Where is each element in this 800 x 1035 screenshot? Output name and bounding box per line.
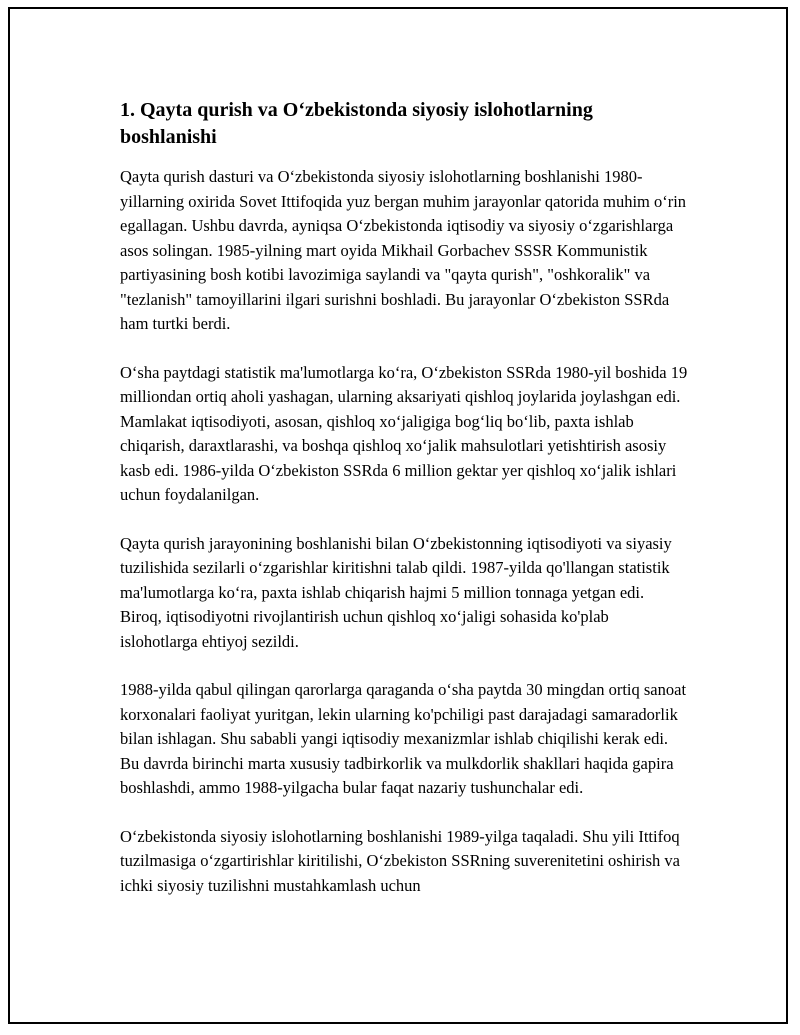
paragraph-3: Qayta qurish jarayonining boshlanishi bilan O‘zbekistonning iqtisodiyoti va siyasiy tuzilishida sezilarli o‘zgarishlar kiritishni talab qildi. 1987-yilda qo'llangan statistik ma'lumotlarga ko‘ra, paxta ishlab chiqarish hajmi 5 million tonnaga yetgan edi. Biroq, iqtisodiyotni rivojlantirish uchun qishloq xo‘jaligi sohasida ko'plab islohotlarga ehtiyoj sezildi.: [120, 533, 672, 651]
paragraph-4: 1988-yilda qabul qilingan qarorlarga qaraganda o‘sha paytda 30 mingdan ortiq sanoat korxonalari faoliyat yuritgan, lekin ularning ko'pchiligi past darajadagi samaradorlik bilan ishlagan. Shu sababli yangi iqtisodiy mexanizmlar ishlab chiqilishi kerak edi. Bu davrda birinchi marta xususiy tadbirkorlik va mulkdorlik shakllari haqida gapira boshlashdi, ammo 1988-yilgacha bular faqat nazariy tushunchalar edi.: [120, 680, 687, 797]
section-heading: 1. Qayta qurish va O‘zbekistonda siyosiy islohotlarning boshlanishi: [120, 99, 593, 148]
paragraph-1: Qayta qurish dasturi va O‘zbekistonda siyosiy islohotlarning boshlanishi 1980-yillarning oxirida Sovet Ittifoqida yuz bergan muhim jarayonlar qatorida muhim o‘rin egallagan. Ushbu davrda, ayniqsa O‘zbekistonda iqtisodiy va siyosiy o‘zgarishlarga asos solingan. 1985-yilning mart oyida Mikhail Gorbachev SSSR Kommunistik partiyasining bosh kotibi lavozimiga saylandi va "qayta qurish", "oshkoralik" va "tezlanish" tamoyillarini ilgari surishni boshladi. Bu jarayonlar O‘zbekiston SSRda ham turtki berdi.: [120, 167, 687, 333]
document-body: [120, 97, 688, 922]
page-frame: [8, 7, 788, 1024]
paragraph-2: O‘sha paytdagi statistik ma'lumotlarga ko‘ra, O‘zbekiston SSRda 1980-yil boshida 19 milliondan ortiq aholi yashagan, ularning aksariyati qishloq joylarida joylashgan edi. Mamlakat iqtisodiyoti, asosan, qishloq xo‘jaligiga bog‘liq bo‘lib, paxta ishlab chiqarish, daraxtlarashi, va boshqa qishloq xo‘jalik mahsulotlari yetishtirish asosiy kasb edi. 1986-yilda O‘zbekiston SSRda 6 million gektar yer qishloq xo‘jalik ishlari uchun foydalanilgan.: [120, 362, 688, 504]
paragraph-5: O‘zbekistonda siyosiy islohotlarning boshlanishi 1989-yilga taqaladi. Shu yili Ittifoq tuzilmasiga o‘zgartirishlar kiritilishi, O‘zbekiston SSRning suverenitetini oshirish va ichki siyosiy tuzilishni mustahkamlash uchun: [120, 826, 681, 895]
